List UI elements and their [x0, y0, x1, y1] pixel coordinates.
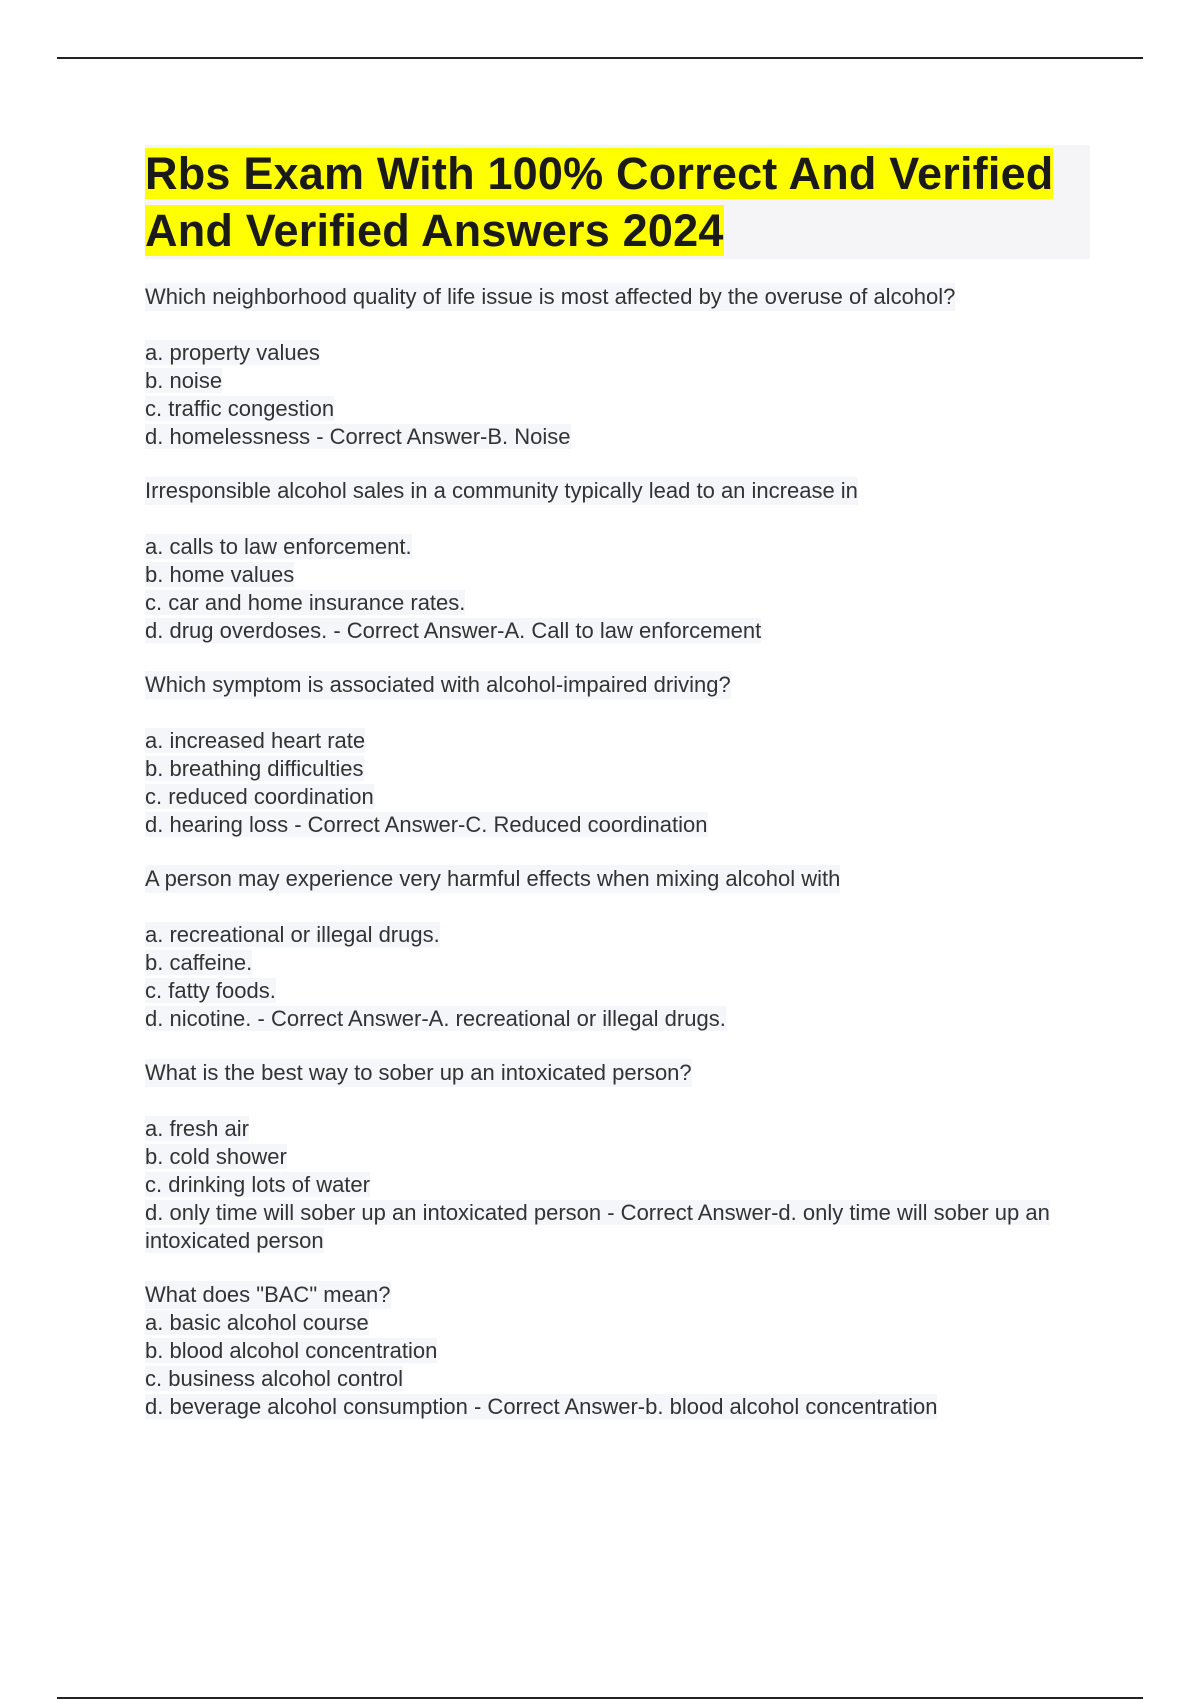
document-body: [145, 145, 1090, 1447]
answer-option: b. cold shower: [145, 1144, 287, 1169]
question-block-3: [145, 671, 1090, 839]
header-rule: [57, 57, 1143, 59]
question-block-5: [145, 1059, 1090, 1255]
answer-option: b. caffeine.: [145, 950, 253, 975]
title-highlight: Rbs Exam With 100% Correct And Verified And Verified Answers 2024: [145, 148, 1054, 256]
answer-option: b. blood alcohol concentration: [145, 1338, 438, 1363]
answer-option: c. car and home insurance rates.: [145, 590, 466, 615]
answer-option: b. home values: [145, 562, 295, 587]
answer-option-correct: d. nicotine. - Correct Answer-A. recreational or illegal drugs.: [145, 1006, 726, 1031]
question-text: Which symptom is associated with alcohol-impaired driving?: [145, 672, 731, 697]
question-text: What does "BAC" mean?: [145, 1282, 391, 1307]
answer-option: c. drinking lots of water: [145, 1172, 370, 1197]
question-text: Which neighborhood quality of life issue is most affected by the overuse of alcohol?: [145, 284, 956, 309]
page-title: [145, 145, 1090, 259]
answer-option: c. business alcohol control: [145, 1366, 404, 1391]
answer-option: c. reduced coordination: [145, 784, 374, 809]
answer-option: b. breathing difficulties: [145, 756, 364, 781]
question-text: Irresponsible alcohol sales in a community typically lead to an increase in: [145, 478, 858, 503]
question-block-2: [145, 477, 1090, 645]
question-text: What is the best way to sober up an intoxicated person?: [145, 1060, 692, 1085]
title-block: [145, 145, 1090, 259]
answer-option: a. recreational or illegal drugs.: [145, 922, 440, 947]
question-block-1: [145, 283, 1090, 451]
question-block-6: [145, 1281, 1090, 1421]
answer-option: a. fresh air: [145, 1116, 249, 1141]
answer-option-correct: d. beverage alcohol consumption - Correct Answer-b. blood alcohol concentration: [145, 1394, 938, 1419]
question-block-4: [145, 865, 1090, 1033]
answer-option: a. basic alcohol course: [145, 1310, 369, 1335]
answer-option: c. traffic congestion: [145, 396, 335, 421]
footer-rule: [57, 1697, 1143, 1699]
question-text: A person may experience very harmful effects when mixing alcohol with: [145, 866, 841, 891]
answer-option: a. increased heart rate: [145, 728, 366, 753]
answer-option: a. property values: [145, 340, 320, 365]
answer-option-correct: d. only time will sober up an intoxicated person - Correct Answer-d. only time will sober up an intoxicated person: [145, 1200, 1050, 1253]
answer-option-correct: d. drug overdoses. - Correct Answer-A. Call to law enforcement: [145, 618, 762, 643]
answer-option: a. calls to law enforcement.: [145, 534, 412, 559]
answer-option-correct: d. hearing loss - Correct Answer-C. Reduced coordination: [145, 812, 708, 837]
answer-option-correct: d. homelessness - Correct Answer-B. Noise: [145, 424, 571, 449]
answer-option: c. fatty foods.: [145, 978, 276, 1003]
answer-option: b. noise: [145, 368, 223, 393]
